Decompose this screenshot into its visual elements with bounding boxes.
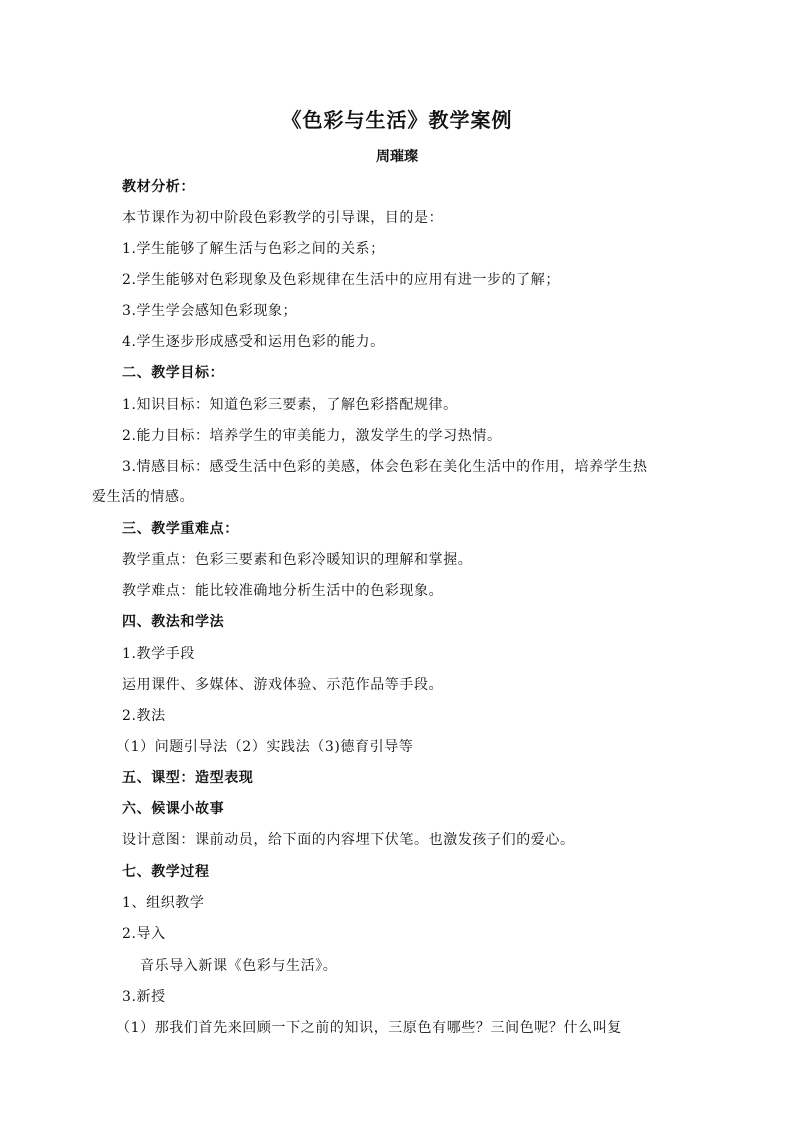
paragraph-line: 2.导入 (122, 926, 166, 942)
paragraph-line: 4.学生逐步形成感受和运用色彩的能力。 (122, 334, 385, 350)
paragraph-line: 2.教法 (122, 708, 166, 724)
paragraph-line: 设计意图：课前动员，给下面的内容埋下伏笔。也激发孩子们的爱心。 (122, 832, 575, 848)
heading-key-points: 三、教学重难点： (122, 521, 239, 537)
heading-methods: 四、教法和学法 (122, 614, 225, 630)
paragraph-line: 2.能力目标：培养学生的审美能力，激发学生的学习热情。 (122, 428, 502, 444)
paragraph-line: 3.学生学会感知色彩现象； (122, 303, 298, 319)
paragraph-line: 2.学生能够对色彩现象及色彩规律在生活中的应用有进一步的了解； (122, 272, 560, 288)
heading-process: 七、教学过程 (122, 864, 210, 880)
paragraph-line: 1.学生能够了解生活与色彩之间的关系； (122, 241, 385, 257)
heading-story: 六、候课小故事 (122, 801, 225, 817)
paragraph-line: 1.知识目标：知道色彩三要素，了解色彩搭配规律。 (122, 397, 458, 413)
paragraph-line: 3.新授 (122, 989, 166, 1005)
paragraph-line: 教学重点：色彩三要素和色彩冷暖知识的理解和掌握。 (122, 552, 473, 568)
paragraph-line: （1）那我们首先来回顾一下之前的知识，三原色有哪些？三间色呢？什么叫复 (116, 1020, 622, 1036)
heading-lesson-type: 五、课型：造型表现 (122, 770, 254, 786)
heading-textbook-analysis: 教材分析： (122, 179, 195, 195)
paragraph-line: 1.教学手段 (122, 646, 195, 662)
paragraph-line: 音乐导入新课《色彩与生活》。 (140, 958, 338, 974)
paragraph-line: （1）问题引导法（2）实践法（3)德育引导等 (116, 739, 414, 755)
paragraph-line: 3.情感目标：感受生活中色彩的美感，体会色彩在美化生活中的作用，培养学生热 (122, 459, 648, 475)
document-title: 《色彩与生活》教学案例 (281, 108, 513, 132)
paragraph-line: 教学难点：能比较准确地分析生活中的色彩现象。 (122, 583, 444, 599)
heading-teaching-goals: 二、教学目标： (122, 365, 225, 381)
paragraph-line: 1、组织教学 (122, 895, 205, 911)
document-author: 周璀璨 (376, 149, 418, 165)
paragraph-line: 本节课作为初中阶段色彩教学的引导课，目的是： (122, 210, 444, 226)
paragraph-line-continued: 爱生活的情感。 (92, 489, 195, 505)
paragraph-line: 运用课件、多媒体、游戏体验、示范作品等手段。 (122, 677, 444, 693)
